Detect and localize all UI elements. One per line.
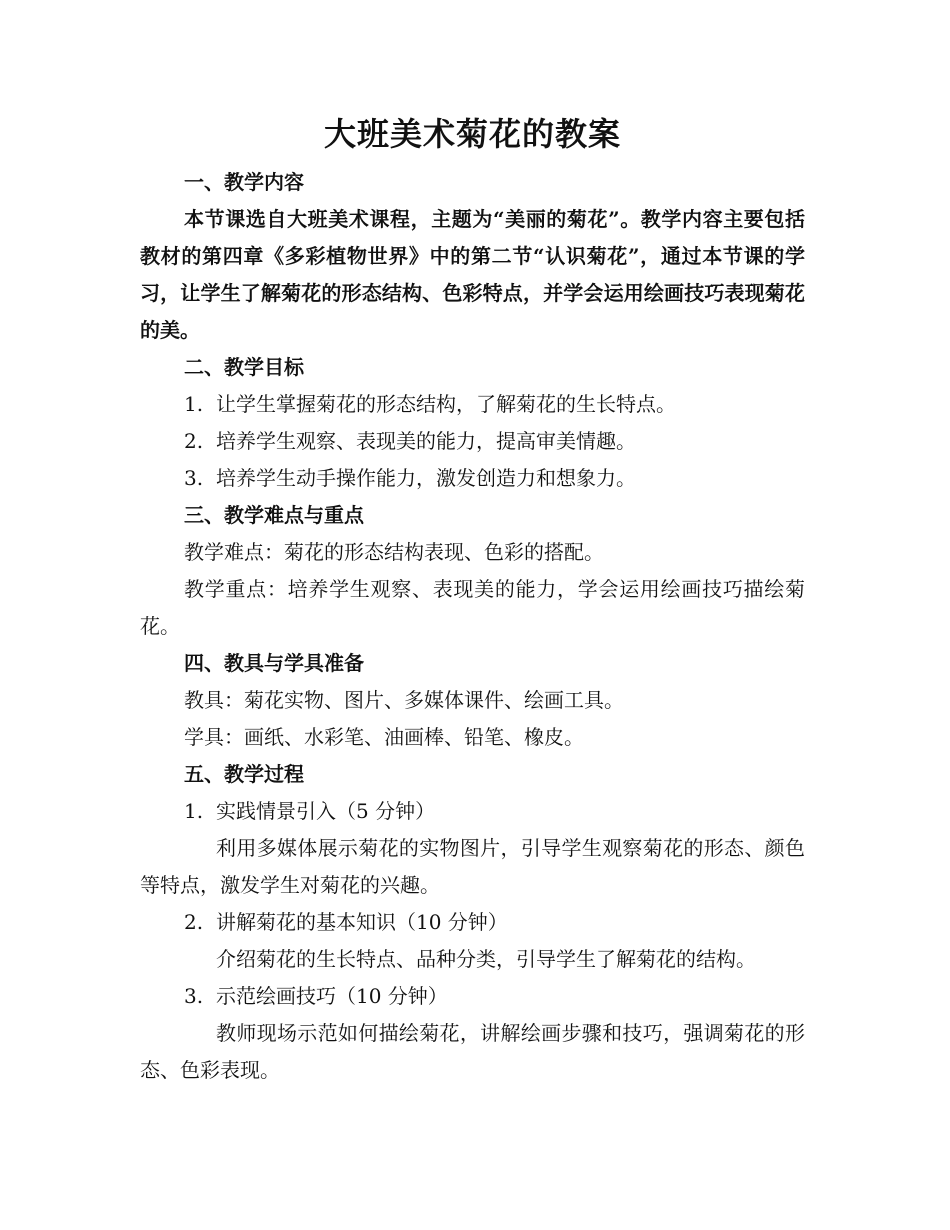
- process-step-title: [140, 978, 805, 1015]
- student-tools-paragraph: 学具：画纸、水彩笔、油画棒、铅笔、橡皮。: [184, 725, 584, 749]
- process-step-title: [140, 904, 805, 941]
- goal-item: [140, 386, 805, 423]
- teacher-tools-paragraph: 教具：菊花实物、图片、多媒体课件、绘画工具。: [184, 688, 624, 712]
- goal-item: [140, 423, 805, 460]
- goal-text: 培养学生观察、表现美的能力，提高审美情趣。: [216, 429, 636, 453]
- difficulty-paragraph: 教学难点：菊花的形态结构表现、色彩的搭配。: [184, 540, 604, 564]
- goal-number: 1.: [184, 392, 204, 416]
- section-heading-difficulty: 三、教学难点与重点: [184, 503, 364, 527]
- process-step-description: 介绍菊花的生长特点、品种分类，引导学生了解菊花的结构。: [216, 947, 756, 971]
- content-paragraph: 本节课选自大班美术课程，主题为“美丽的菊花”。教学内容主要包括教材的第四章《多彩植物世界》中的第二节“认识菊花”，通过本节课的学习，让学生了解菊花的形态结构、色彩特点，并学会运用绘画技巧表现菊花的美。: [140, 207, 805, 342]
- step-title-text: 实践情景引入（5 分钟）: [216, 799, 436, 823]
- step-number: 2.: [184, 910, 204, 934]
- section-heading-content: 一、教学内容: [184, 170, 304, 194]
- document-title: 大班美术菊花的教案: [323, 115, 621, 153]
- step-number: 3.: [184, 984, 204, 1008]
- section-heading-process: 五、教学过程: [184, 762, 304, 786]
- goal-text: 培养学生动手操作能力，激发创造力和想象力。: [216, 466, 636, 490]
- step-title-text: 示范绘画技巧（10 分钟）: [216, 984, 448, 1008]
- step-number: 1.: [184, 799, 204, 823]
- step-title-text: 讲解菊花的基本知识（10 分钟）: [216, 910, 508, 934]
- goal-number: 2.: [184, 429, 204, 453]
- section-heading-goals: 二、教学目标: [184, 355, 304, 379]
- process-step-title: [140, 793, 805, 830]
- goal-item: [140, 460, 805, 497]
- document-page: [140, 112, 805, 1089]
- process-step-description: 教师现场示范如何描绘菊花，讲解绘画步骤和技巧，强调菊花的形态、色彩表现。: [140, 1021, 805, 1082]
- process-step-description: 利用多媒体展示菊花的实物图片，引导学生观察菊花的形态、颜色等特点，激发学生对菊花的兴趣。: [140, 836, 805, 897]
- key-point-paragraph: 教学重点：培养学生观察、表现美的能力，学会运用绘画技巧描绘菊花。: [140, 577, 805, 638]
- goal-number: 3.: [184, 466, 204, 490]
- section-heading-tools: 四、教具与学具准备: [184, 651, 364, 675]
- goal-text: 让学生掌握菊花的形态结构，了解菊花的生长特点。: [216, 392, 676, 416]
